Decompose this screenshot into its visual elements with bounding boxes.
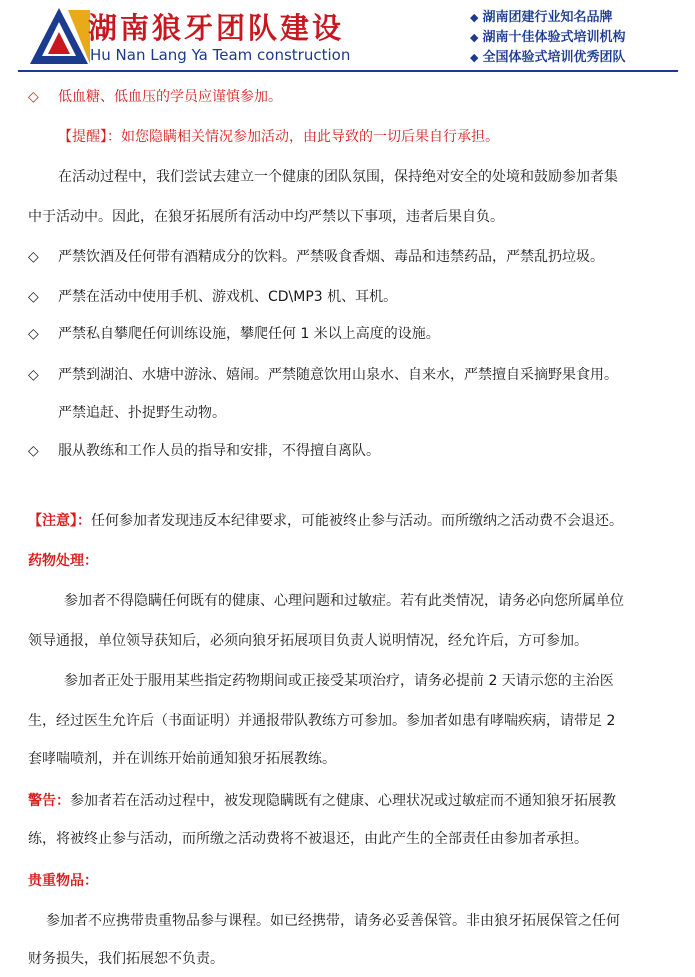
rule-item: ◇ 严禁到湖泊、水塘中游泳、嬉闹。严禁随意饮用山泉水、自来水，严禁擅自采摘野果食用。 (28, 367, 618, 383)
tagline-item: ◆ 湖南团建行业知名品牌 (470, 10, 613, 25)
diamond-bullet-icon: ◇ (28, 326, 39, 342)
brand-title-en: Hu Nan Lang Ya Team construction (90, 46, 351, 64)
diamond-bullet-icon: ◇ (28, 289, 39, 305)
diamond-bullet-icon: ◆ (470, 11, 479, 24)
tagline-item: ◆ 湖南十佳体验式培训机构 (470, 30, 626, 45)
header-divider (18, 70, 678, 72)
rule-item: ◇ 严禁在活动中使用手机、游戏机、CD\MP3 机、耳机。 (28, 289, 398, 305)
intro-line-2: 中于活动中。因此，在狼牙拓展所有活动中均严禁以下事项，违者后果自负。 (28, 209, 504, 225)
warning-low-blood: ◇ 低血糖、低血压的学员应谨慎参加。 (28, 89, 282, 105)
header (0, 0, 695, 76)
diamond-bullet-icon: ◇ (28, 249, 39, 265)
diamond-bullet-icon: ◆ (470, 51, 479, 64)
medicine-para2-line3: 套哮喘喷剂，并在训练开始前通知狼牙拓展教练。 (28, 751, 336, 767)
diamond-bullet-icon: ◆ (470, 31, 479, 44)
alert-line-2: 练，将被终止参与活动，而所缴之活动费将不被退还，由此产生的全部责任由参加者承担。 (28, 831, 588, 847)
brand-title-cn: 湖南狼牙团队建设 (88, 11, 345, 45)
medicine-para1-line1: 参加者不得隐瞒任何既有的健康、心理问题和过敏症。若有此类情况，请务必向您所属单位 (64, 593, 624, 609)
tagline-list (470, 8, 625, 68)
medicine-para2-line2: 生，经过医生允许后（书面证明）并通报带队教练方可参加。参加者如患有哮喘疾病，请带足 2 (28, 713, 616, 729)
notice-line: 【注意】：任何参加者发现违反本纪律要求，可能被终止参与活动。而所缴纳之活动费不会退还。 (28, 513, 623, 529)
medicine-para2-line1: 参加者正处于服用某些指定药物期间或正接受某项治疗，请务必提前 2 天请示您的主治医 (64, 673, 614, 689)
diamond-bullet-icon: ◇ (28, 367, 39, 383)
valuables-heading: 贵重物品： (28, 873, 98, 889)
reminder-line: 【提醒】：如您隐瞒相关情况参加活动，由此导致的一切后果自行承担。 (58, 129, 499, 145)
rule-item: ◇ 严禁私自攀爬任何训练设施，攀爬任何 1 米以上高度的设施。 (28, 326, 440, 342)
medicine-para1-line2: 领导通报，单位领导获知后，必须向狼牙拓展项目负责人说明情况，经允许后，方可参加。 (28, 633, 588, 649)
alert-line-1: 警告：参加者若在活动过程中，被发现隐瞒既有之健康、心理状况或过敏症而不通知狼牙拓展教 (28, 793, 616, 809)
logo-triangle-icon (28, 6, 90, 66)
diamond-bullet-icon: ◇ (28, 89, 39, 105)
rule-item: ◇ 服从教练和工作人员的指导和安排，不得擅自离队。 (28, 443, 380, 459)
rule-item: ◇ 严禁饮酒及任何带有酒精成分的饮料。严禁吸食香烟、毒品和违禁药品，严禁乱扔垃圾。 (28, 249, 604, 265)
intro-line-1: 在活动过程中，我们尝试去建立一个健康的团队氛围，保持绝对安全的处境和鼓励参加者集 (58, 169, 618, 185)
valuables-line-2: 财务损失，我们拓展恕不负责。 (28, 951, 224, 967)
diamond-bullet-icon: ◇ (28, 443, 39, 459)
tagline-item: ◆ 全国体验式培训优秀团队 (470, 50, 626, 65)
rule-item-continued: 严禁追赶、扑捉野生动物。 (58, 405, 226, 421)
valuables-line-1: 参加者不应携带贵重物品参与课程。如已经携带，请务必妥善保管。非由狼牙拓展保管之任何 (46, 913, 620, 929)
medicine-heading: 药物处理： (28, 553, 98, 569)
